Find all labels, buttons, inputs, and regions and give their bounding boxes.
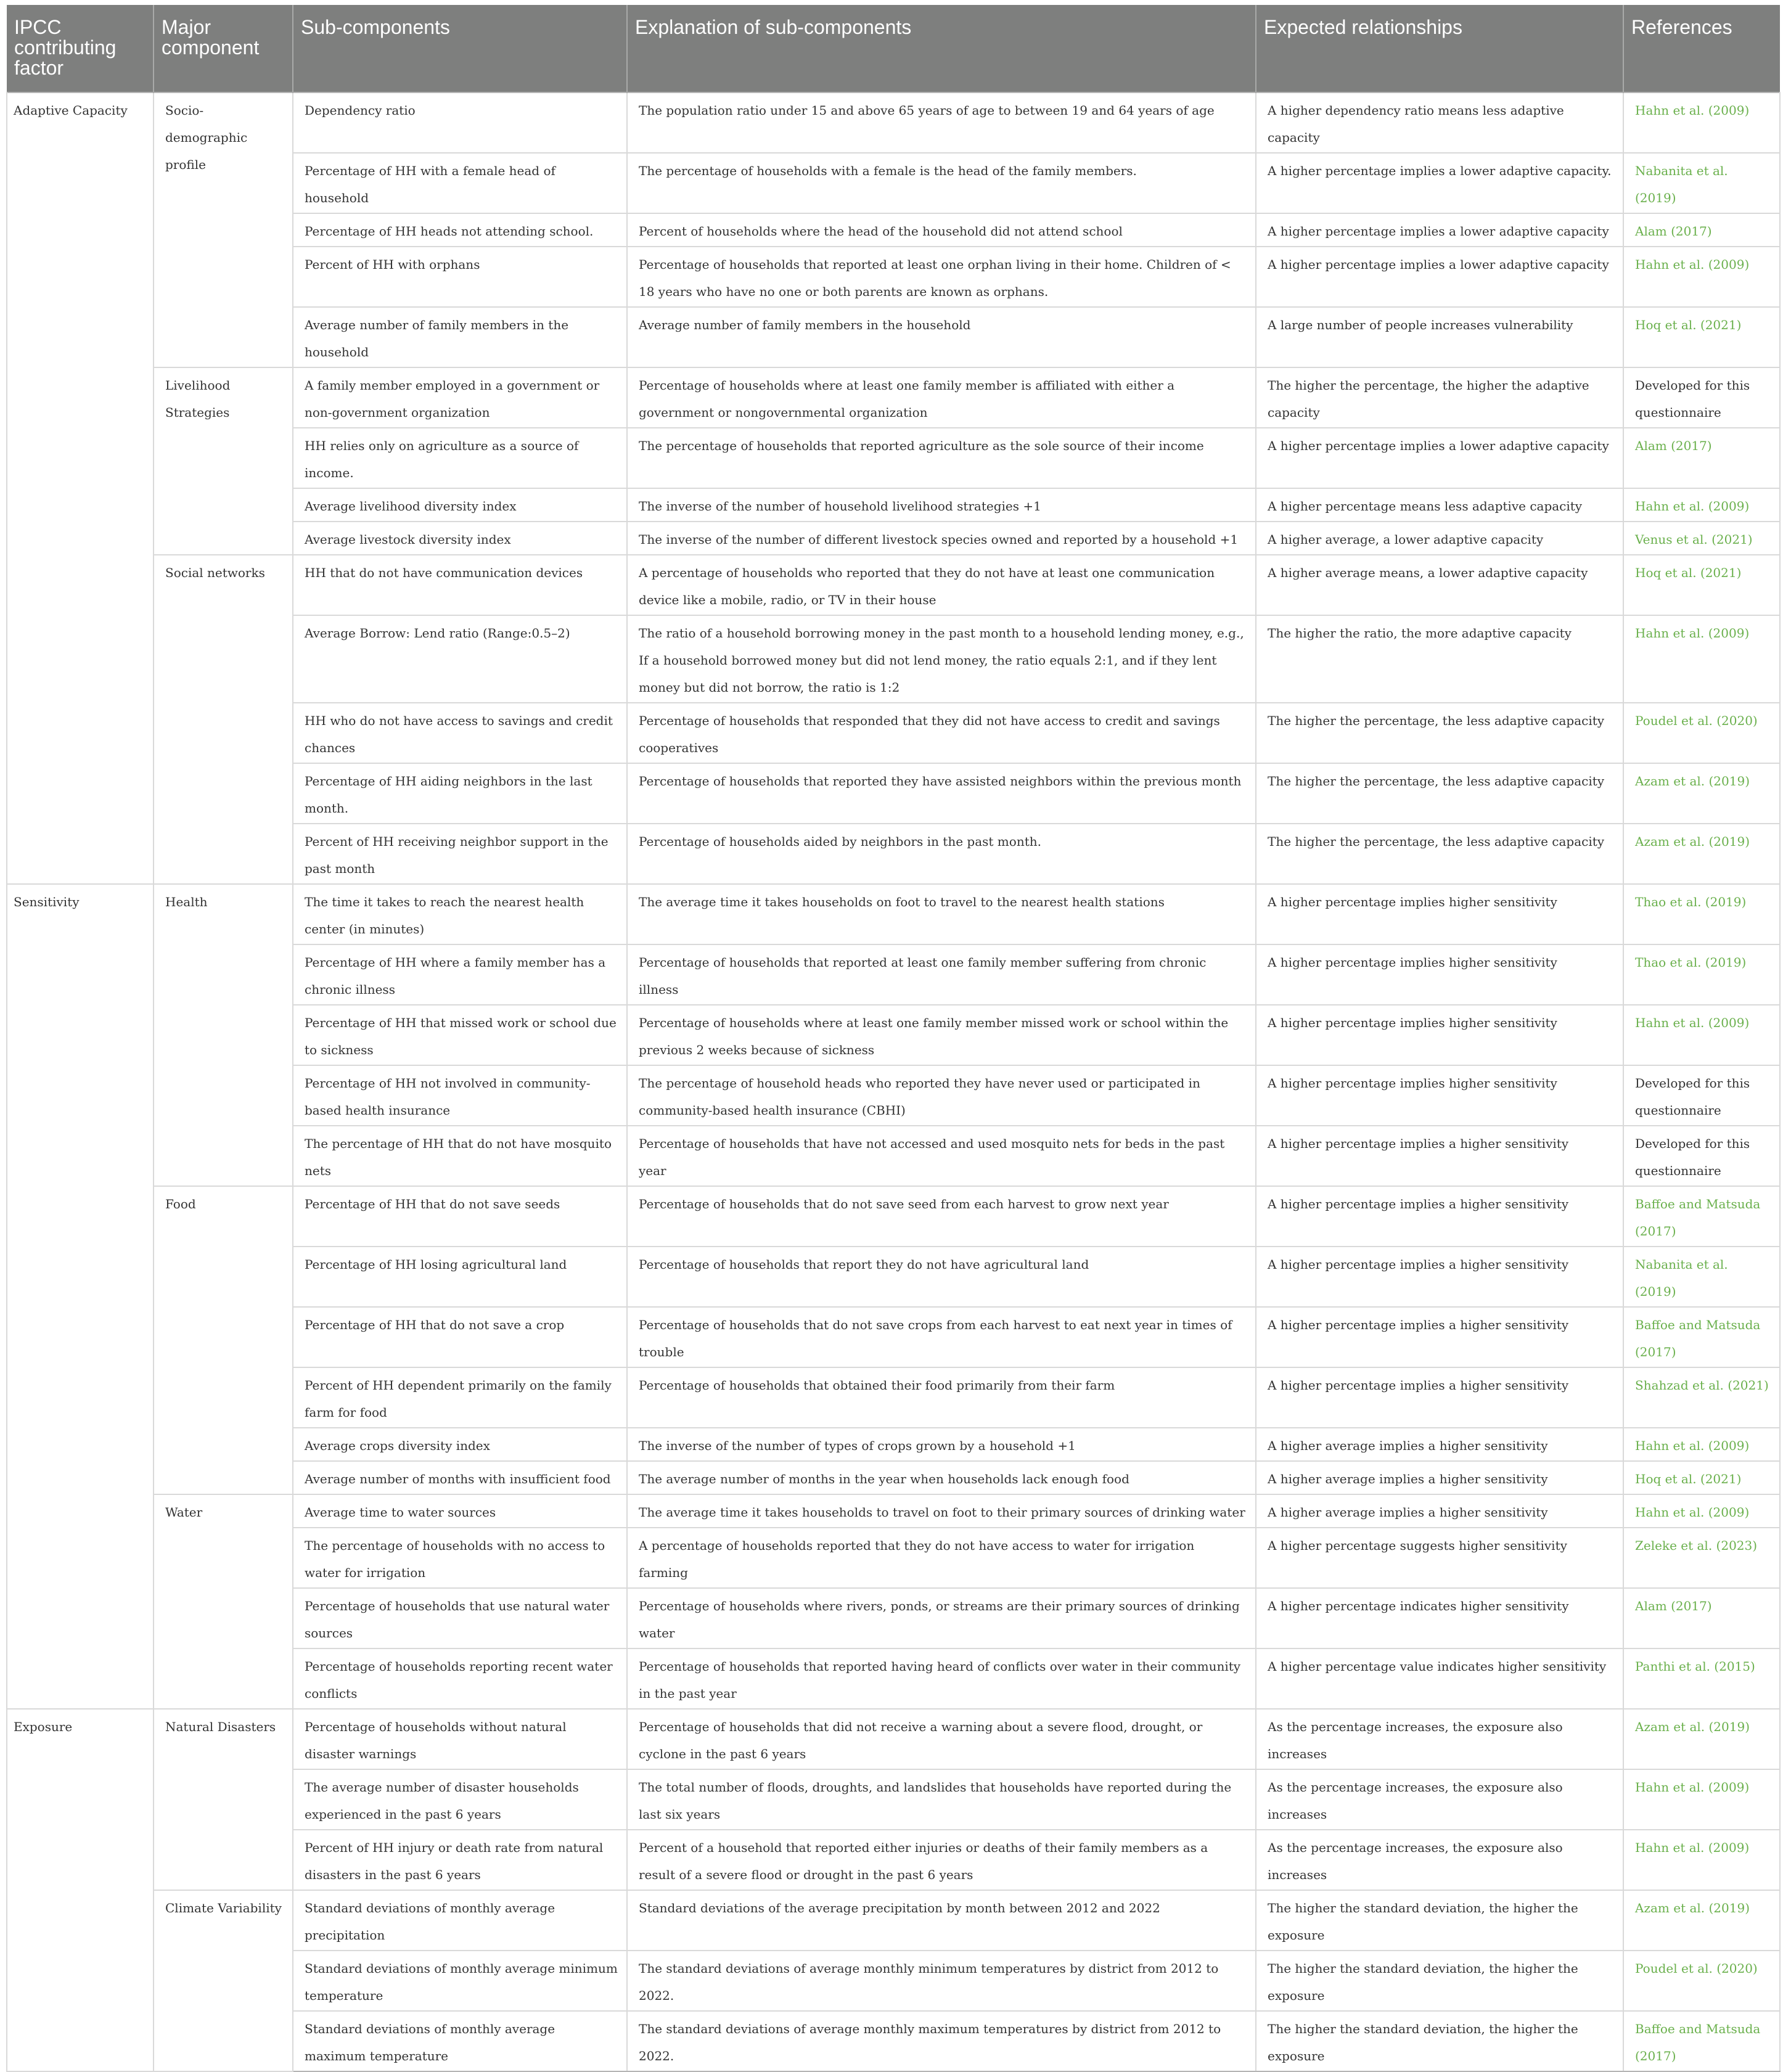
expected-relationship-cell: A higher percentage implies a higher sensitivity (1256, 1126, 1623, 1186)
expected-relationship-cell: A higher percentage value indicates higher sensitivity (1256, 1648, 1623, 1709)
reference-cell[interactable]: Zeleke et al. (2023) (1623, 1528, 1780, 1588)
ipcc-factor-cell: Adaptive Capacity (7, 92, 154, 884)
header-major-component: Major component (154, 5, 293, 92)
reference-cell[interactable]: Baffoe and Matsuda (2017) (1623, 2011, 1780, 2071)
sub-component-cell: Percent of HH injury or death rate from natural disasters in the past 6 years (293, 1830, 627, 1890)
reference-cell[interactable]: Baffoe and Matsuda (2017) (1623, 1307, 1780, 1367)
reference-cell[interactable]: Hahn et al. (2009) (1623, 1428, 1780, 1461)
table-body (7, 92, 1780, 2071)
header-explanation: Explanation of sub-components (627, 5, 1256, 92)
table-row (7, 884, 1780, 944)
explanation-cell: Percentage of households that report they do not have agricultural land (627, 1247, 1256, 1307)
expected-relationship-cell: A higher percentage means less adaptive capacity (1256, 488, 1623, 522)
sub-component-cell: Percent of HH with orphans (293, 247, 627, 307)
header-ipcc-factor: IPCC contributing factor (7, 5, 154, 92)
expected-relationship-cell: The higher the percentage, the less adaptive capacity (1256, 763, 1623, 824)
reference-cell[interactable]: Poudel et al. (2020) (1623, 1951, 1780, 2011)
sub-component-cell: The time it takes to reach the nearest health center (in minutes) (293, 884, 627, 944)
explanation-cell: Percentage of households that did not receive a warning about a severe flood, drought, or cyclone in the past 6 years (627, 1709, 1256, 1769)
explanation-cell: The percentage of household heads who reported they have never used or participated in community-based health insurance (CBHI) (627, 1065, 1256, 1126)
expected-relationship-cell: A higher percentage suggests higher sensitivity (1256, 1528, 1623, 1588)
explanation-cell: Percentage of households where at least one family member missed work or school within the previous 2 weeks because of sickness (627, 1005, 1256, 1065)
explanation-cell: The population ratio under 15 and above 65 years of age to between 19 and 64 years of age (627, 92, 1256, 153)
ipcc-factor-cell: Sensitivity (7, 884, 154, 1709)
explanation-cell: Percentage of households that reported having heard of conflicts over water in their community in the past year (627, 1648, 1256, 1709)
explanation-cell: The average number of months in the year when households lack enough food (627, 1461, 1256, 1494)
reference-cell[interactable]: Azam et al. (2019) (1623, 1890, 1780, 1951)
explanation-cell: The total number of floods, droughts, and landslides that households have reported during the last six years (627, 1769, 1256, 1830)
expected-relationship-cell: The higher the percentage, the less adaptive capacity (1256, 824, 1623, 884)
expected-relationship-cell: A large number of people increases vulnerability (1256, 307, 1623, 367)
explanation-cell: Percentage of households that reported they have assisted neighbors within the previous month (627, 763, 1256, 824)
sub-component-cell: Average number of months with insufficient food (293, 1461, 627, 1494)
sub-component-cell: Percentage of HH that do not save seeds (293, 1186, 627, 1247)
expected-relationship-cell: As the percentage increases, the exposure also increases (1256, 1709, 1623, 1769)
reference-cell[interactable]: Poudel et al. (2020) (1623, 703, 1780, 763)
reference-cell: Developed for this questionnaire (1623, 1065, 1780, 1126)
sub-component-cell: Average number of family members in the household (293, 307, 627, 367)
expected-relationship-cell: A higher average implies a higher sensitivity (1256, 1428, 1623, 1461)
expected-relationship-cell: A higher percentage implies a lower adaptive capacity (1256, 247, 1623, 307)
explanation-cell: Percentage of households that reported at least one family member suffering from chronic illness (627, 944, 1256, 1005)
expected-relationship-cell: As the percentage increases, the exposure also increases (1256, 1769, 1623, 1830)
table-container (6, 5, 1779, 2072)
header-sub-components: Sub-components (293, 5, 627, 92)
explanation-cell: Percent of a household that reported either injuries or deaths of their family members as a result of a severe flood or drought in the past 6 years (627, 1830, 1256, 1890)
sub-component-cell: Percentage of HH aiding neighbors in the last month. (293, 763, 627, 824)
sub-component-cell: Average livelihood diversity index (293, 488, 627, 522)
explanation-cell: Standard deviations of the average precipitation by month between 2012 and 2022 (627, 1890, 1256, 1951)
reference-cell[interactable]: Alam (2017) (1623, 428, 1780, 488)
explanation-cell: The average time it takes households on foot to travel to the nearest health stations (627, 884, 1256, 944)
expected-relationship-cell: A higher average, a lower adaptive capacity (1256, 522, 1623, 555)
explanation-cell: Percentage of households that have not accessed and used mosquito nets for beds in the past year (627, 1126, 1256, 1186)
sub-component-cell: Percentage of households reporting recent water conflicts (293, 1648, 627, 1709)
expected-relationship-cell: A higher percentage implies higher sensitivity (1256, 1065, 1623, 1126)
explanation-cell: The standard deviations of average monthly maximum temperatures by district from 2012 to 2022. (627, 2011, 1256, 2071)
reference-cell: Developed for this questionnaire (1623, 367, 1780, 428)
sub-component-cell: Percentage of HH that do not save a crop (293, 1307, 627, 1367)
reference-cell: Developed for this questionnaire (1623, 1126, 1780, 1186)
major-component-cell: Socio-demographic profile (154, 92, 293, 367)
ipcc-factor-cell: Exposure (7, 1709, 154, 2071)
expected-relationship-cell: A higher percentage implies a higher sensitivity (1256, 1247, 1623, 1307)
header-references: References (1623, 5, 1780, 92)
reference-cell[interactable]: Hahn et al. (2009) (1623, 92, 1780, 153)
sub-component-cell: The percentage of HH that do not have mosquito nets (293, 1126, 627, 1186)
sub-component-cell: Average time to water sources (293, 1494, 627, 1528)
explanation-cell: Percentage of households that obtained their food primarily from their farm (627, 1367, 1256, 1428)
explanation-cell: A percentage of households who reported that they do not have at least one communication device like a mobile, radio, or TV in their house (627, 555, 1256, 615)
table-row (7, 555, 1780, 615)
header-row (7, 5, 1780, 92)
major-component-cell: Food (154, 1186, 293, 1494)
major-component-cell: Climate Variability (154, 1890, 293, 2071)
sub-component-cell: The average number of disaster households experienced in the past 6 years (293, 1769, 627, 1830)
reference-cell[interactable]: Hoq et al. (2021) (1623, 307, 1780, 367)
major-component-cell: Water (154, 1494, 293, 1709)
reference-cell[interactable]: Shahzad et al. (2021) (1623, 1367, 1780, 1428)
reference-cell[interactable]: Venus et al. (2021) (1623, 522, 1780, 555)
expected-relationship-cell: A higher percentage implies higher sensitivity (1256, 884, 1623, 944)
explanation-cell: The inverse of the number of types of crops grown by a household +1 (627, 1428, 1256, 1461)
reference-cell[interactable]: Alam (2017) (1623, 1588, 1780, 1648)
sub-component-cell: Percentage of HH losing agricultural land (293, 1247, 627, 1307)
explanation-cell: Percentage of households aided by neighbors in the past month. (627, 824, 1256, 884)
sub-component-cell: A family member employed in a government or non-government organization (293, 367, 627, 428)
sub-component-cell: Percent of HH receiving neighbor support in the past month (293, 824, 627, 884)
expected-relationship-cell: The higher the standard deviation, the higher the exposure (1256, 1890, 1623, 1951)
expected-relationship-cell: A higher percentage implies higher sensitivity (1256, 1005, 1623, 1065)
sub-component-cell: Standard deviations of monthly average minimum temperature (293, 1951, 627, 2011)
sub-component-cell: Percent of HH dependent primarily on the family farm for food (293, 1367, 627, 1428)
explanation-cell: The inverse of the number of different livestock species owned and reported by a household +1 (627, 522, 1256, 555)
expected-relationship-cell: A higher average means, a lower adaptive capacity (1256, 555, 1623, 615)
table-row (7, 1709, 1780, 1769)
explanation-cell: The inverse of the number of household livelihood strategies +1 (627, 488, 1256, 522)
table-row (7, 92, 1780, 153)
sub-component-cell: HH relies only on agriculture as a source of income. (293, 428, 627, 488)
sub-component-cell: Percentage of HH heads not attending school. (293, 213, 627, 247)
reference-cell[interactable]: Hahn et al. (2009) (1623, 488, 1780, 522)
explanation-cell: The percentage of households with a female is the head of the family members. (627, 153, 1256, 213)
reference-cell[interactable]: Azam et al. (2019) (1623, 824, 1780, 884)
expected-relationship-cell: A higher percentage implies a higher sensitivity (1256, 1307, 1623, 1367)
expected-relationship-cell: The higher the standard deviation, the higher the exposure (1256, 1951, 1623, 2011)
sub-component-cell: Percentage of HH that missed work or school due to sickness (293, 1005, 627, 1065)
explanation-cell: A percentage of households reported that they do not have access to water for irrigation farming (627, 1528, 1256, 1588)
vulnerability-indicators-table (6, 5, 1781, 2072)
explanation-cell: The average time it takes households to travel on foot to their primary sources of drinking water (627, 1494, 1256, 1528)
expected-relationship-cell: The higher the standard deviation, the higher the exposure (1256, 2011, 1623, 2071)
expected-relationship-cell: As the percentage increases, the exposure also increases (1256, 1830, 1623, 1890)
expected-relationship-cell: A higher dependency ratio means less adaptive capacity (1256, 92, 1623, 153)
sub-component-cell: Percentage of HH where a family member has a chronic illness (293, 944, 627, 1005)
explanation-cell: Average number of family members in the household (627, 307, 1256, 367)
sub-component-cell: Percentage of households that use natural water sources (293, 1588, 627, 1648)
reference-cell[interactable]: Hahn et al. (2009) (1623, 247, 1780, 307)
explanation-cell: Percentage of households where at least one family member is affiliated with either a government or nongovernmental organization (627, 367, 1256, 428)
expected-relationship-cell: The higher the ratio, the more adaptive capacity (1256, 615, 1623, 703)
table-row (7, 1494, 1780, 1528)
expected-relationship-cell: A higher percentage implies higher sensitivity (1256, 944, 1623, 1005)
sub-component-cell: Standard deviations of monthly average precipitation (293, 1890, 627, 1951)
sub-component-cell: HH that do not have communication devices (293, 555, 627, 615)
table-row (7, 1890, 1780, 1951)
table-header (7, 5, 1780, 92)
reference-cell[interactable]: Alam (2017) (1623, 213, 1780, 247)
expected-relationship-cell: A higher percentage implies a lower adaptive capacity (1256, 213, 1623, 247)
major-component-cell: Livelihood Strategies (154, 367, 293, 555)
expected-relationship-cell: A higher percentage indicates higher sensitivity (1256, 1588, 1623, 1648)
reference-cell[interactable]: Hahn et al. (2009) (1623, 615, 1780, 703)
sub-component-cell: Average livestock diversity index (293, 522, 627, 555)
sub-component-cell: Dependency ratio (293, 92, 627, 153)
explanation-cell: Percentage of households where rivers, ponds, or streams are their primary sources of drinking water (627, 1588, 1256, 1648)
reference-cell[interactable]: Azam et al. (2019) (1623, 763, 1780, 824)
explanation-cell: Percentage of households that responded that they did not have access to credit and savings cooperatives (627, 703, 1256, 763)
reference-cell[interactable]: Hoq et al. (2021) (1623, 1461, 1780, 1494)
reference-cell[interactable]: Baffoe and Matsuda (2017) (1623, 1186, 1780, 1247)
reference-cell[interactable]: Hahn et al. (2009) (1623, 1494, 1780, 1528)
major-component-cell: Social networks (154, 555, 293, 884)
sub-component-cell: The percentage of households with no access to water for irrigation (293, 1528, 627, 1588)
explanation-cell: Percent of households where the head of the household did not attend school (627, 213, 1256, 247)
major-component-cell: Natural Disasters (154, 1709, 293, 1890)
expected-relationship-cell: A higher percentage implies a higher sensitivity (1256, 1186, 1623, 1247)
major-component-cell: Health (154, 884, 293, 1186)
table-row (7, 367, 1780, 428)
reference-cell[interactable]: Nabanita et al. (2019) (1623, 1247, 1780, 1307)
expected-relationship-cell: A higher average implies a higher sensitivity (1256, 1494, 1623, 1528)
explanation-cell: The percentage of households that reported agriculture as the sole source of their income (627, 428, 1256, 488)
reference-cell[interactable]: Hahn et al. (2009) (1623, 1005, 1780, 1065)
reference-cell[interactable]: Thao et al. (2019) (1623, 884, 1780, 944)
sub-component-cell: Percentage of households without natural disaster warnings (293, 1709, 627, 1769)
sub-component-cell: Average Borrow: Lend ratio (Range:0.5–2) (293, 615, 627, 703)
reference-cell[interactable]: Thao et al. (2019) (1623, 944, 1780, 1005)
sub-component-cell: Standard deviations of monthly average maximum temperature (293, 2011, 627, 2071)
sub-component-cell: Percentage of HH with a female head of household (293, 153, 627, 213)
expected-relationship-cell: A higher percentage implies a higher sensitivity (1256, 1367, 1623, 1428)
explanation-cell: Percentage of households that do not save crops from each harvest to eat next year in times of trouble (627, 1307, 1256, 1367)
reference-cell[interactable]: Panthi et al. (2015) (1623, 1648, 1780, 1709)
sub-component-cell: Average crops diversity index (293, 1428, 627, 1461)
expected-relationship-cell: The higher the percentage, the less adaptive capacity (1256, 703, 1623, 763)
explanation-cell: The standard deviations of average monthly minimum temperatures by district from 2012 to 2022. (627, 1951, 1256, 2011)
sub-component-cell: Percentage of HH not involved in community-based health insurance (293, 1065, 627, 1126)
explanation-cell: Percentage of households that reported at least one orphan living in their home. Children of < 18 years who have no one or both parents are known as orphans. (627, 247, 1256, 307)
header-expected-relationships: Expected relationships (1256, 5, 1623, 92)
expected-relationship-cell: The higher the percentage, the higher the adaptive capacity (1256, 367, 1623, 428)
reference-cell[interactable]: Nabanita et al. (2019) (1623, 153, 1780, 213)
reference-cell[interactable]: Hoq et al. (2021) (1623, 555, 1780, 615)
expected-relationship-cell: A higher percentage implies a lower adaptive capacity. (1256, 153, 1623, 213)
reference-cell[interactable]: Hahn et al. (2009) (1623, 1769, 1780, 1830)
reference-cell[interactable]: Hahn et al. (2009) (1623, 1830, 1780, 1890)
table-row (7, 1186, 1780, 1247)
explanation-cell: Percentage of households that do not save seed from each harvest to grow next year (627, 1186, 1256, 1247)
expected-relationship-cell: A higher average implies a higher sensitivity (1256, 1461, 1623, 1494)
reference-cell[interactable]: Azam et al. (2019) (1623, 1709, 1780, 1769)
sub-component-cell: HH who do not have access to savings and credit chances (293, 703, 627, 763)
explanation-cell: The ratio of a household borrowing money in the past month to a household lending money, e.g., If a household borrowed money but did not lend money, the ratio equals 2:1, and if they lent money but did not borrow, the ratio is 1:2 (627, 615, 1256, 703)
expected-relationship-cell: A higher percentage implies a lower adaptive capacity (1256, 428, 1623, 488)
